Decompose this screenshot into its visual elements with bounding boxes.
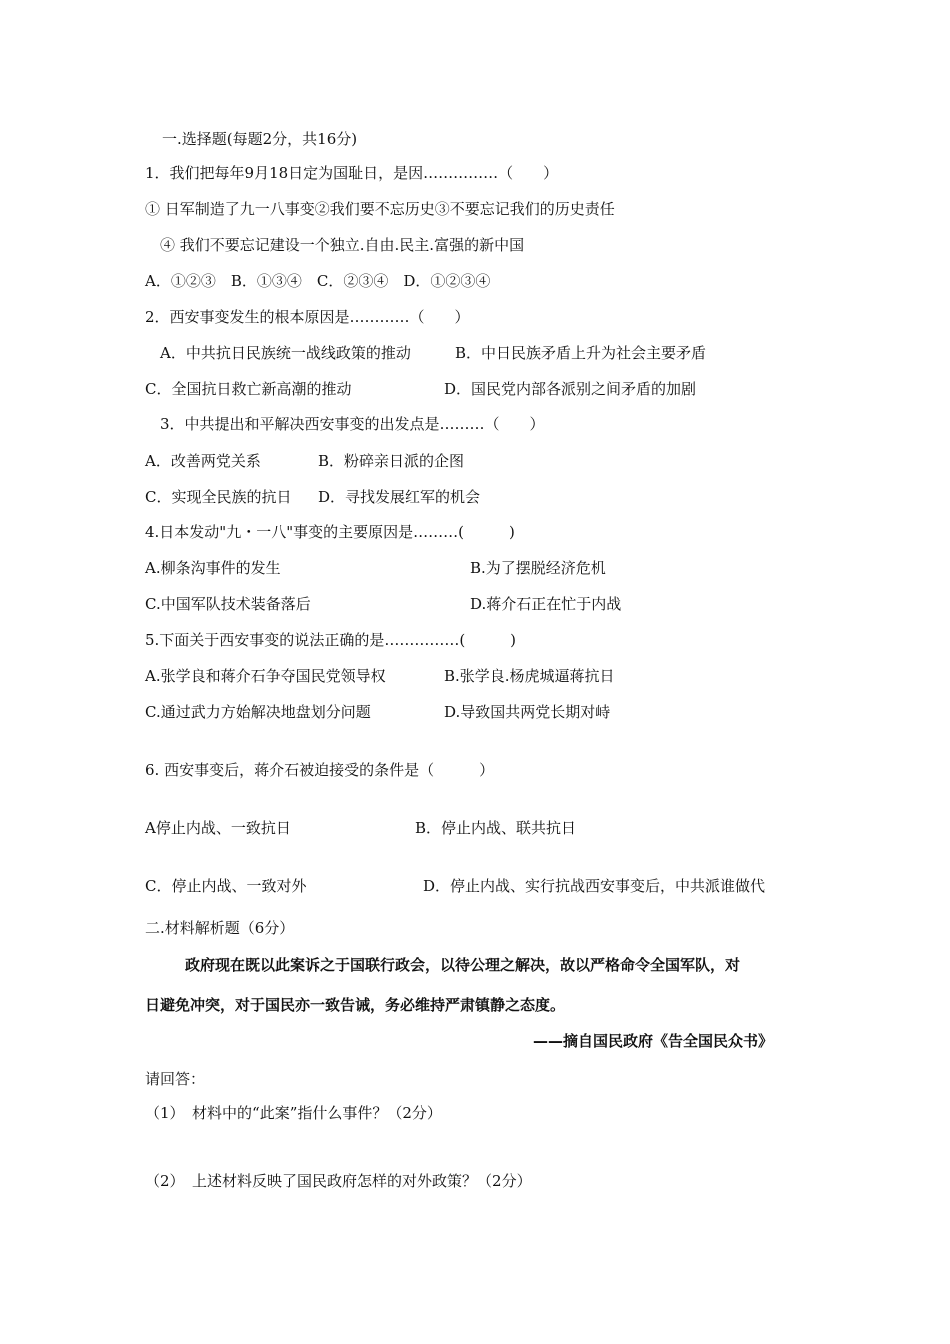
q3-option-a: A．改善两党关系 [145, 452, 261, 470]
q6-option-a: A停止内战、一致抗日 [145, 819, 291, 837]
q1-item-line3: ④ 我们不要忘记建设一个独立.自由.民主.富强的新中国 [160, 236, 525, 254]
q2-option-d: D．国民党内部各派别之间矛盾的加剧 [444, 380, 697, 398]
q2-option-b: B．中日民族矛盾上升为社会主要矛盾 [455, 344, 707, 362]
q5-option-b: B.张学良.杨虎城逼蒋抗日 [444, 667, 615, 685]
q2-stem: 2．西安事变发生的根本原因是…………（ ） [145, 308, 470, 326]
q2-option-a: A．中共抗日民族统一战线政策的推动 [160, 344, 411, 362]
q3-option-b: B．粉碎亲日派的企图 [318, 452, 465, 470]
q6-option-c: C．停止内战、一致对外 [145, 877, 307, 895]
q4-option-c: C.中国军队技术装备落后 [145, 595, 311, 613]
q4-option-a: A.柳条沟事件的发生 [145, 559, 281, 577]
q1-item-line2: ① 日军制造了九一八事变②我们要不忘历史③不要忘记我们的历史责任 [145, 200, 615, 218]
q4-option-d: D.蒋介石正在忙于内战 [470, 595, 622, 613]
q6-option-d: D．停止内战、实行抗战西安事变后，中共派谁做代 [423, 877, 766, 895]
q5-option-c: C.通过武力方始解决地盘划分问题 [145, 703, 371, 721]
q5-option-d: D.导致国共两党长期对峙 [444, 703, 611, 721]
sub-question-2: （2） 上述材料反映了国民政府怎样的对外政策？（2分） [145, 1172, 532, 1190]
section2-title: 二.材料解析题（6分） [145, 919, 295, 937]
q6-option-b: B．停止内战、联共抗日 [415, 819, 577, 837]
q3-stem: 3．中共提出和平解决西安事变的出发点是………（ ） [160, 415, 545, 433]
q6-stem: 6. 西安事变后，蒋介石被迫接受的条件是（ ） [145, 761, 495, 779]
q1-options: A．①②③ B．①③④ C．②③④ D．①②③④ [145, 272, 491, 290]
sub-question-1: （1） 材料中的“此案”指什么事件？（2分） [145, 1104, 442, 1122]
q5-option-a: A.张学良和蒋介石争夺国民党领导权 [145, 667, 386, 685]
material-source: ——摘自国民政府《告全国民众书》 [533, 1032, 774, 1050]
q3-option-d: D．寻找发展红军的机会 [318, 488, 481, 506]
q5-stem: 5.下面关于西安事变的说法正确的是……………( ) [145, 631, 517, 649]
answer-prompt: 请回答： [145, 1070, 206, 1088]
q2-option-c: C．全国抗日救亡新高潮的推动 [145, 380, 352, 398]
q1-stem: 1．我们把每年9月18日定为国耻日，是因……………（ ） [145, 164, 559, 182]
material-text-line2: 日避免冲突，对于国民亦一致告诫，务必维持严肃镇静之态度。 [145, 996, 566, 1014]
q4-option-b: B.为了摆脱经济危机 [470, 559, 606, 577]
material-text-line1: 政府现在既以此案诉之于国联行政会，以待公理之解决，故以严格命令全国军队，对 [185, 956, 741, 974]
section1-title: 一.选择题(每题2分，共16分) [162, 130, 358, 148]
q4-stem: 4.日本发动"九・一八"事变的主要原因是………( ) [145, 523, 515, 541]
q3-option-c: C．实现全民族的抗日 [145, 488, 292, 506]
